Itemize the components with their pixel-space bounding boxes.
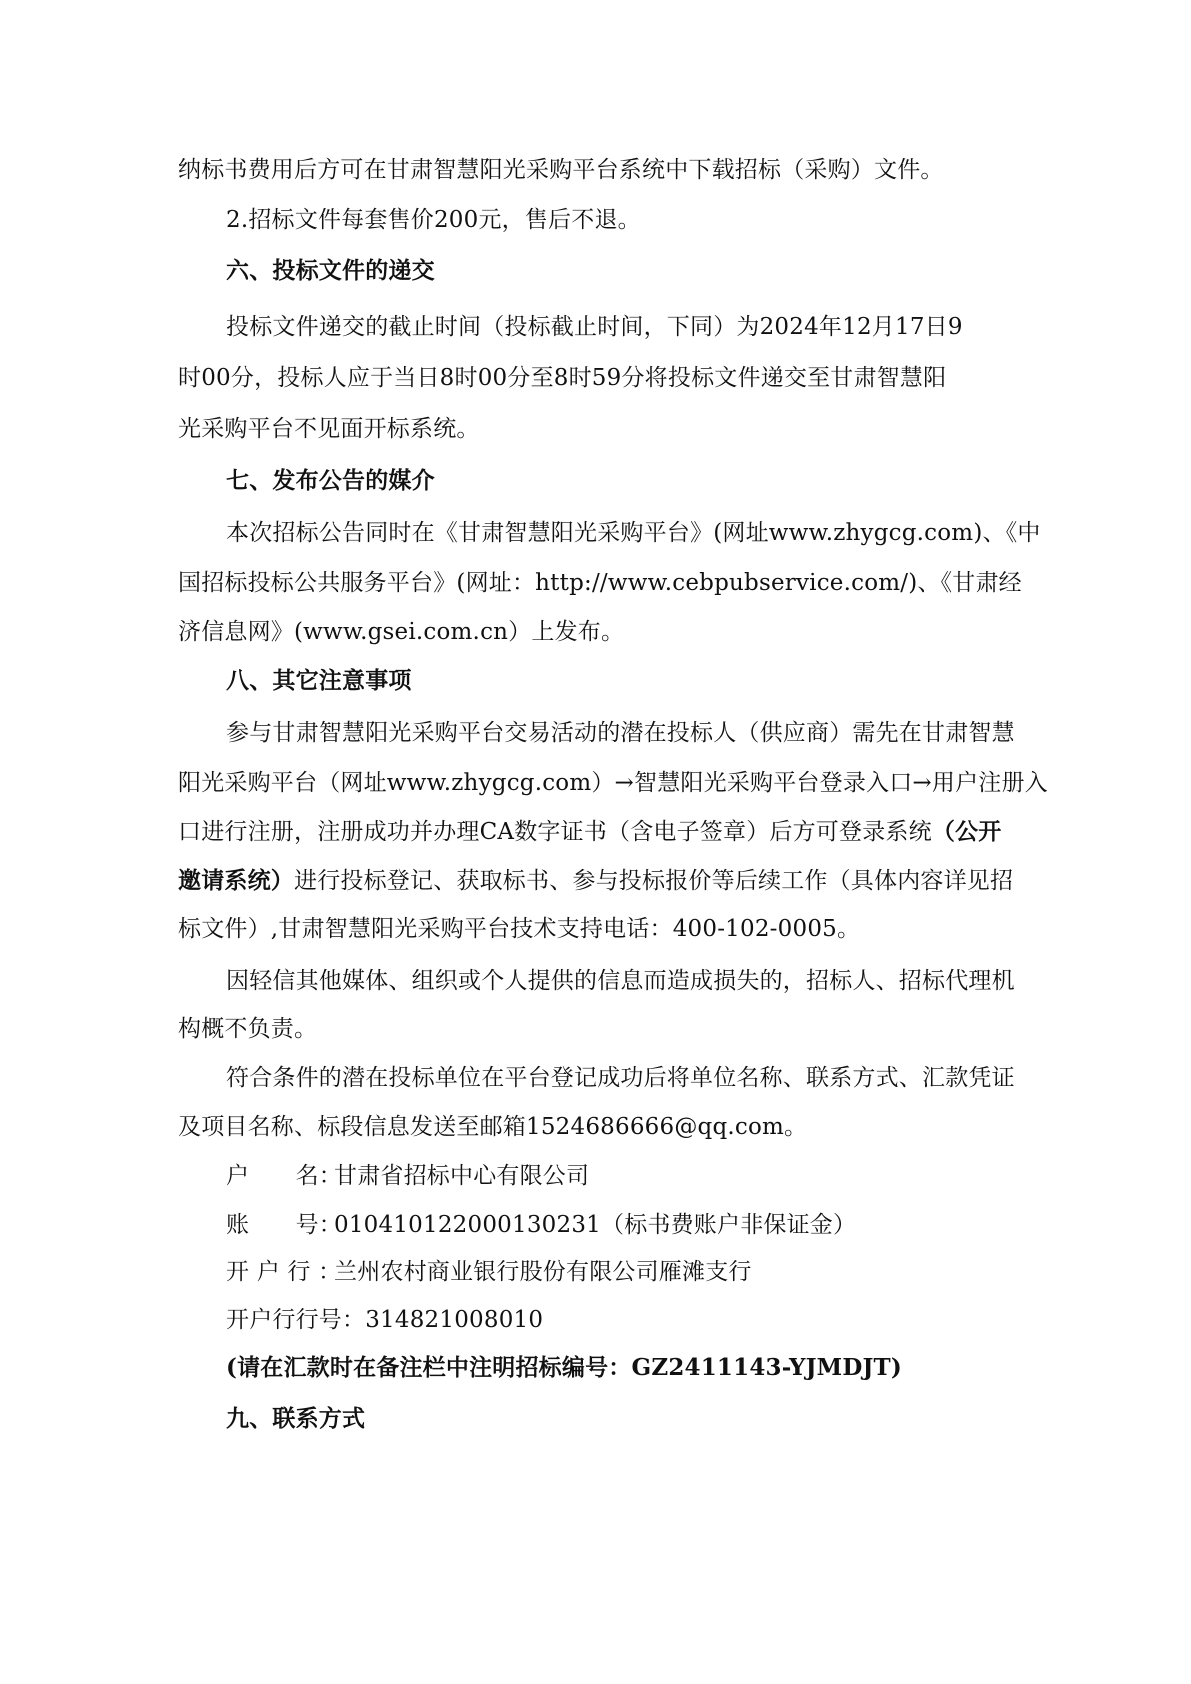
section-heading: 七、发布公告的媒介 — [226, 467, 435, 494]
section-heading: 六、投标文件的递交 — [226, 257, 435, 284]
paragraph-line: 光采购平台不见面开标系统。 — [178, 416, 480, 442]
paragraph-line: 国招标投标公共服务平台》(网址：http://www.cebpubservice.com/)、《甘肃经 — [178, 570, 1022, 596]
account-number-value: 010410122000130231（标书费账户非保证金） — [334, 1212, 857, 1238]
paragraph-text: 口进行注册，注册成功并办理CA数字证书（含电子签章）后方可登录系统 — [178, 819, 932, 845]
account-bank-label: 开 户 行 ： — [226, 1259, 342, 1285]
account-number-row — [226, 1210, 856, 1240]
account-bank-no-label: 开户行行号： — [226, 1307, 366, 1333]
section-heading: 九、联系方式 — [226, 1405, 366, 1432]
account-name-value: 甘肃省招标中心有限公司 — [334, 1163, 590, 1189]
paragraph-line: 阳光采购平台（网址www.zhygcg.com）→智慧阳光采购平台登录入口→用户注册入 — [178, 770, 1048, 796]
paragraph-line: 本次招标公告同时在《甘肃智慧阳光采购平台》(网址www.zhygcg.com)、《中 — [226, 520, 1041, 546]
section-heading: 八、其它注意事项 — [226, 667, 412, 694]
account-bank-no-row — [226, 1305, 543, 1335]
paragraph-line: 2.招标文件每套售价200元，售后不退。 — [226, 207, 641, 233]
account-name-label: 户 名： — [226, 1163, 342, 1189]
paragraph-line: 纳标书费用后方可在甘肃智慧阳光采购平台系统中下载招标（采购）文件。 — [178, 157, 944, 183]
paragraph-line: 济信息网》(www.gsei.com.cn）上发布。 — [178, 619, 625, 645]
account-name-row — [226, 1161, 589, 1191]
paragraph-line — [178, 866, 1013, 896]
paragraph-line — [178, 817, 1001, 847]
paragraph-line: 投标文件递交的截止时间（投标截止时间，下同）为2024年12月17日9 — [226, 314, 963, 340]
bold-phrase: 邀请系统） — [178, 867, 294, 894]
bold-phrase: （公开 — [931, 818, 1002, 845]
account-bank-row — [226, 1257, 752, 1287]
account-bank-no-value: 314821008010 — [365, 1307, 544, 1333]
account-bank-value: 兰州农村商业银行股份有限公司雁滩支行 — [334, 1259, 752, 1285]
account-number-label: 账 号： — [226, 1212, 342, 1238]
paragraph-line: 因轻信其他媒体、组织或个人提供的信息而造成损失的，招标人、招标代理机 — [226, 968, 1015, 994]
paragraph-line: 时00分，投标人应于当日8时00分至8时59分将投标文件递交至甘肃智慧阳 — [178, 365, 947, 391]
paragraph-line: 构概不负责。 — [178, 1016, 318, 1042]
remittance-note: (请在汇款时在备注栏中注明招标编号：GZ2411143-YJMDJT) — [226, 1354, 902, 1381]
paragraph-text: 进行投标登记、获取标书、参与投标报价等后续工作（具体内容详见招 — [294, 868, 1014, 894]
paragraph-line: 参与甘肃智慧阳光采购平台交易活动的潜在投标人（供应商）需先在甘肃智慧 — [226, 720, 1015, 746]
paragraph-line: 符合条件的潜在投标单位在平台登记成功后将单位名称、联系方式、汇款凭证 — [226, 1065, 1015, 1091]
paragraph-line: 及项目名称、标段信息发送至邮箱1524686666@qq.com。 — [178, 1114, 808, 1140]
paragraph-line: 标文件）,甘肃智慧阳光采购平台技术支持电话：400-102-0005。 — [178, 916, 861, 942]
